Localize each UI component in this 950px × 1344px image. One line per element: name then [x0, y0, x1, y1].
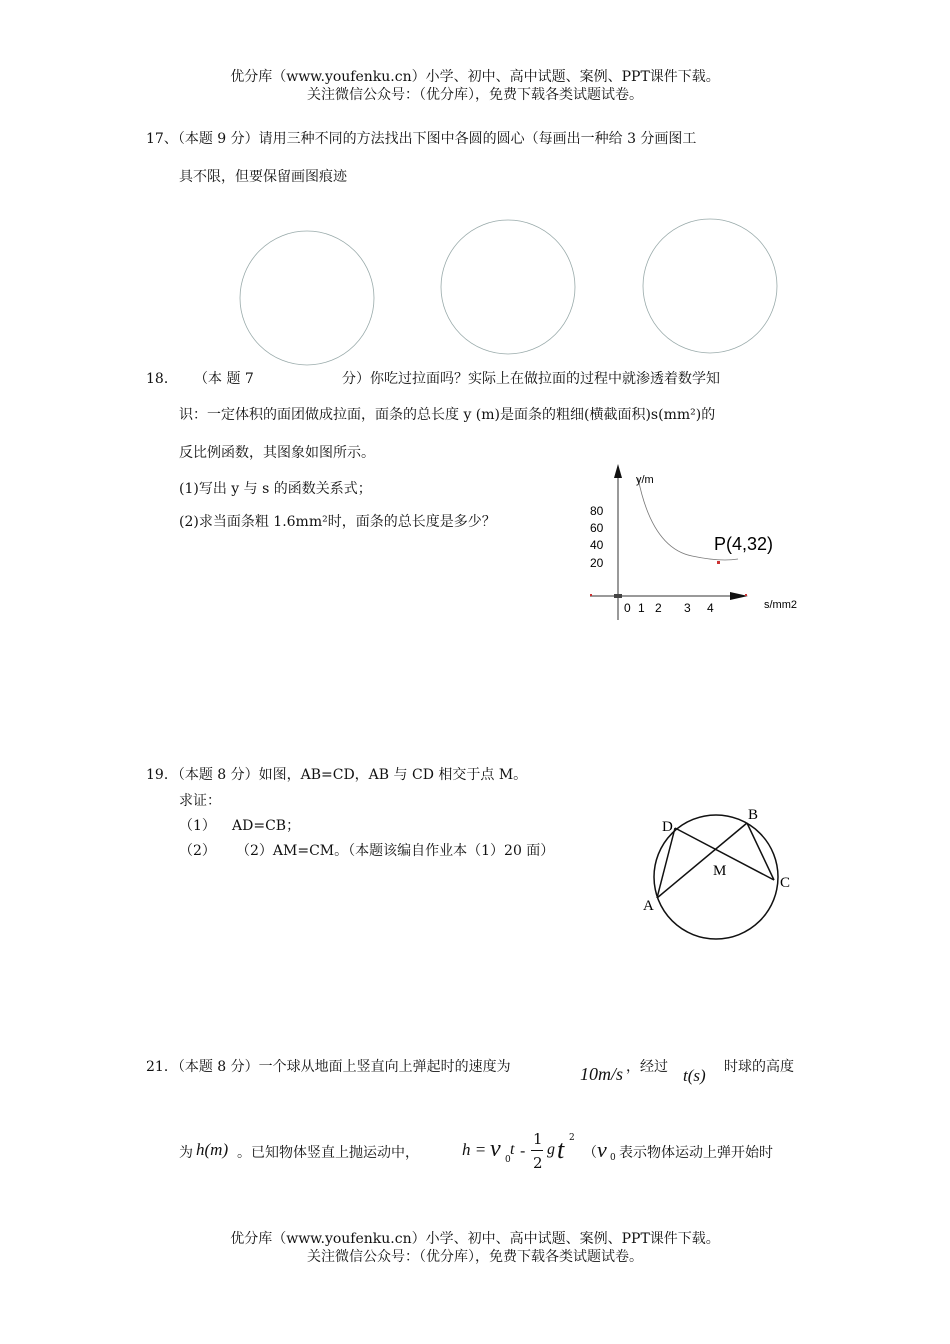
x-tick-1: 1 — [638, 601, 645, 615]
formula-h: h = — [462, 1140, 487, 1159]
formula-v: v — [490, 1136, 501, 1162]
point-label: P(4,32) — [714, 534, 774, 554]
q17-circles — [0, 0, 950, 380]
q19-part-2: （2）AM=CM。（本题该编自作业本（1）20 面） — [236, 843, 555, 859]
y-axis-label: y/m — [636, 474, 654, 486]
q18-line-3: 反比例函数，其图象如图所示。 — [179, 445, 375, 461]
formula-fraction-bar — [531, 1150, 543, 1151]
q19-part-1-num: （1） — [179, 818, 216, 834]
q19-line-1: 19．（本题 8 分）如图，AB=CD，AB 与 CD 相交于点 M。 — [146, 767, 528, 783]
q19-part-1: AD=CB； — [232, 818, 301, 834]
y-tick-80: 80 — [590, 504, 604, 518]
q18-part-1: (1)写出 y 与 s 的函数关系式； — [179, 481, 372, 497]
v0-symbol: v — [597, 1137, 607, 1162]
q21-line-2a: 为 — [179, 1145, 193, 1161]
v0-subscript: 0 — [610, 1153, 616, 1163]
q18-part-2: (2)求当面条粗 1.6mm²时，面条的总长度是多少？ — [179, 514, 496, 530]
q18-number: 18． — [146, 371, 178, 387]
q21-height: h(m) — [196, 1140, 229, 1159]
formula-t-squared: t — [557, 1135, 565, 1164]
footer-line-2: 关注微信公众号：（优分库），免费下载各类试题试卷。 — [307, 1249, 643, 1265]
y-tick-20: 20 — [590, 556, 604, 570]
q18-line-2: 识：一定体积的面团做成拉面，面条的总长度 y (m)是面条的粗细(横截面积)s(mm²)的 — [179, 407, 716, 423]
q19-line-2: 求证： — [179, 793, 221, 809]
q19-part-2-num: （2） — [179, 843, 216, 859]
header-line-1: 优分库（www.youfenku.cn）小学、初中、高中试题、案例、PPT课件下载。 — [230, 69, 720, 85]
q17-line-1: 17、（本题 9 分）请用三种不同的方法找出下图中各圆的圆心（每画出一种给 3 分画图工 — [146, 131, 697, 147]
x-tick-3: 3 — [684, 601, 691, 615]
q21-line-2c: （ — [583, 1145, 597, 1161]
circle-1 — [240, 231, 374, 365]
q19-figure — [630, 800, 810, 950]
label-d: D — [662, 819, 673, 835]
q21-line-2d: 表示物体运动上弹开始时 — [619, 1145, 773, 1161]
point-p-marker — [717, 561, 720, 564]
x-tick-4: 4 — [707, 601, 714, 615]
header-line-2: 关注微信公众号：（优分库），免费下载各类试题试卷。 — [307, 87, 643, 103]
formula-denominator: 2 — [533, 1154, 543, 1172]
circle-3 — [643, 219, 777, 353]
footer-line-1: 优分库（www.youfenku.cn）小学、初中、高中试题、案例、PPT课件下载。 — [230, 1231, 720, 1247]
label-c: C — [780, 875, 791, 891]
label-a: A — [643, 898, 654, 914]
q18-prefix: （本 题 7 — [194, 371, 254, 387]
y-tick-40: 40 — [590, 538, 604, 552]
q18-graph — [580, 460, 820, 630]
formula-numerator: 1 — [533, 1130, 543, 1148]
formula-t: t — [510, 1141, 515, 1158]
q21-line-2b: 。已知物体竖直上抛运动中， — [237, 1145, 419, 1161]
x-tick-2: 2 — [655, 601, 662, 615]
q21-line-1c: 时球的高度 — [724, 1059, 794, 1075]
formula-minus: - — [520, 1141, 526, 1160]
x-tick-0: 0 — [624, 601, 631, 615]
label-m: M — [713, 863, 727, 879]
circle-2 — [441, 220, 575, 354]
q21-line-1a: 21．（本题 8 分）一个球从地面上竖直向上弹起时的速度为 — [146, 1059, 511, 1075]
y-tick-60: 60 — [590, 521, 604, 535]
q21-time: t(s) — [683, 1066, 706, 1085]
q21-speed: 10m/s — [580, 1064, 624, 1084]
formula-sub-0: 0 — [505, 1155, 511, 1165]
q18-suffix: 分）你吃过拉面吗？实际上在做拉面的过程中就渗透着数学知 — [342, 371, 720, 387]
label-b: B — [748, 807, 759, 823]
formula-g: g — [547, 1141, 555, 1158]
q17-line-2: 具不限，但要保留画图痕迹 — [179, 169, 347, 185]
q21-line-1b: ，经过 — [626, 1059, 668, 1075]
x-axis-label: s/mm2 — [764, 599, 797, 611]
formula-exponent: 2 — [569, 1133, 575, 1143]
